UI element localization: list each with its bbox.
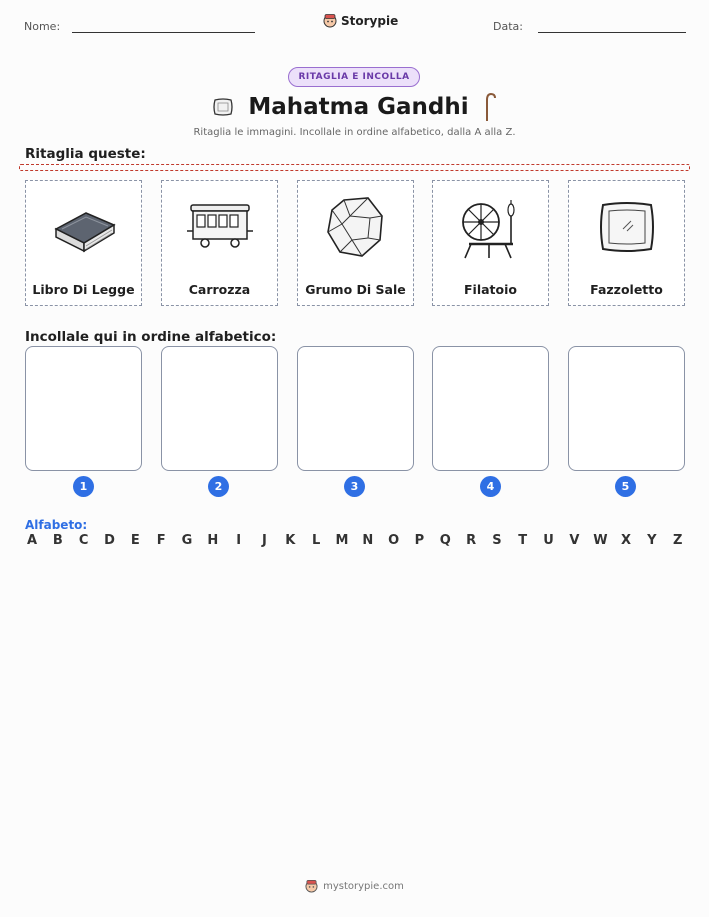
date-label: Data: — [493, 20, 523, 33]
alphabet-row — [25, 533, 685, 548]
storypie-mascot-icon — [305, 879, 318, 893]
book-icon — [48, 199, 120, 255]
brand-logo — [323, 13, 398, 28]
cut-line — [19, 164, 690, 171]
walking-stick-icon — [483, 92, 497, 122]
card-label: Fazzoletto — [590, 282, 663, 297]
alphabet-letter: A — [26, 533, 38, 548]
cut-card-filatoio[interactable] — [432, 180, 549, 306]
alphabet-letter: J — [262, 533, 267, 548]
instructions: Ritaglia le immagini. Incollale in ordine alfabetico, dalla A alla Z. — [193, 127, 516, 138]
cut-card-carrozza[interactable] — [161, 180, 278, 306]
cut-card-fazzoletto[interactable] — [568, 180, 685, 306]
alphabet-title: Alfabeto: — [25, 518, 88, 532]
activity-badge: RITAGLIA E INCOLLA — [288, 67, 420, 87]
page-title: Mahatma Gandhi — [248, 94, 469, 120]
alphabet-letter: T — [518, 533, 528, 548]
alphabet-letter: F — [156, 533, 166, 548]
tram-car-icon — [185, 199, 255, 255]
alphabet-letter: L — [311, 533, 321, 548]
name-label: Nome: — [24, 20, 61, 33]
alphabet-letter: X — [621, 533, 632, 548]
alphabet-letter: G — [181, 533, 193, 548]
alphabet-letter: E — [130, 533, 140, 548]
paste-slot-3[interactable] — [297, 346, 414, 471]
slot-number-badge: 4 — [480, 476, 501, 497]
alphabet-letter: H — [207, 533, 219, 548]
alphabet-letter: Q — [439, 533, 451, 548]
alphabet-letter: B — [52, 533, 63, 548]
cut-card-libro-di-legge[interactable] — [25, 180, 142, 306]
alphabet-letter: Y — [647, 533, 657, 548]
name-line — [72, 32, 255, 33]
alphabet-letter: N — [362, 533, 374, 548]
card-label: Grumo Di Sale — [305, 282, 406, 297]
alphabet-letter: U — [543, 533, 554, 548]
alphabet-letter: S — [492, 533, 502, 548]
alphabet-letter: Z — [672, 533, 683, 548]
paste-slot-4[interactable] — [432, 346, 549, 471]
footer — [0, 879, 709, 893]
title-row — [0, 92, 709, 122]
slot-number-badge: 1 — [73, 476, 94, 497]
card-label: Filatoio — [464, 282, 517, 297]
cut-card-grumo-di-sale[interactable] — [297, 180, 414, 306]
card-label: Carrozza — [188, 282, 251, 297]
alphabet-letter: D — [104, 533, 115, 548]
paste-slot-1[interactable] — [25, 346, 142, 471]
alphabet-letter: M — [335, 533, 349, 548]
paste-section-title: Incollale qui in ordine alfabetico: — [25, 329, 277, 345]
paste-slot-2[interactable] — [161, 346, 278, 471]
cut-section-title: Ritaglia queste: — [25, 146, 146, 162]
slot-number-badge: 5 — [615, 476, 636, 497]
footer-url[interactable]: mystorypie.com — [323, 880, 404, 892]
handkerchief-icon — [212, 96, 234, 118]
alphabet-letter: O — [388, 533, 400, 548]
salt-rock-icon — [324, 194, 388, 260]
alphabet-letter: C — [78, 533, 89, 548]
spinning-wheel-icon — [455, 194, 527, 260]
slot-number-badge: 3 — [344, 476, 365, 497]
brand-name: Storypie — [341, 13, 399, 28]
alphabet-letter: I — [236, 533, 242, 548]
alphabet-letter: R — [466, 533, 477, 548]
alphabet-letter: K — [285, 533, 296, 548]
storypie-mascot-icon — [323, 13, 337, 28]
alphabet-letter: V — [569, 533, 580, 548]
card-label: Libro Di Legge — [32, 282, 135, 297]
alphabet-letter: P — [414, 533, 425, 548]
date-line — [538, 32, 686, 33]
slot-number-badge: 2 — [208, 476, 229, 497]
alphabet-letter: W — [593, 533, 608, 548]
paste-slot-5[interactable] — [568, 346, 685, 471]
handkerchief-icon — [597, 199, 657, 255]
